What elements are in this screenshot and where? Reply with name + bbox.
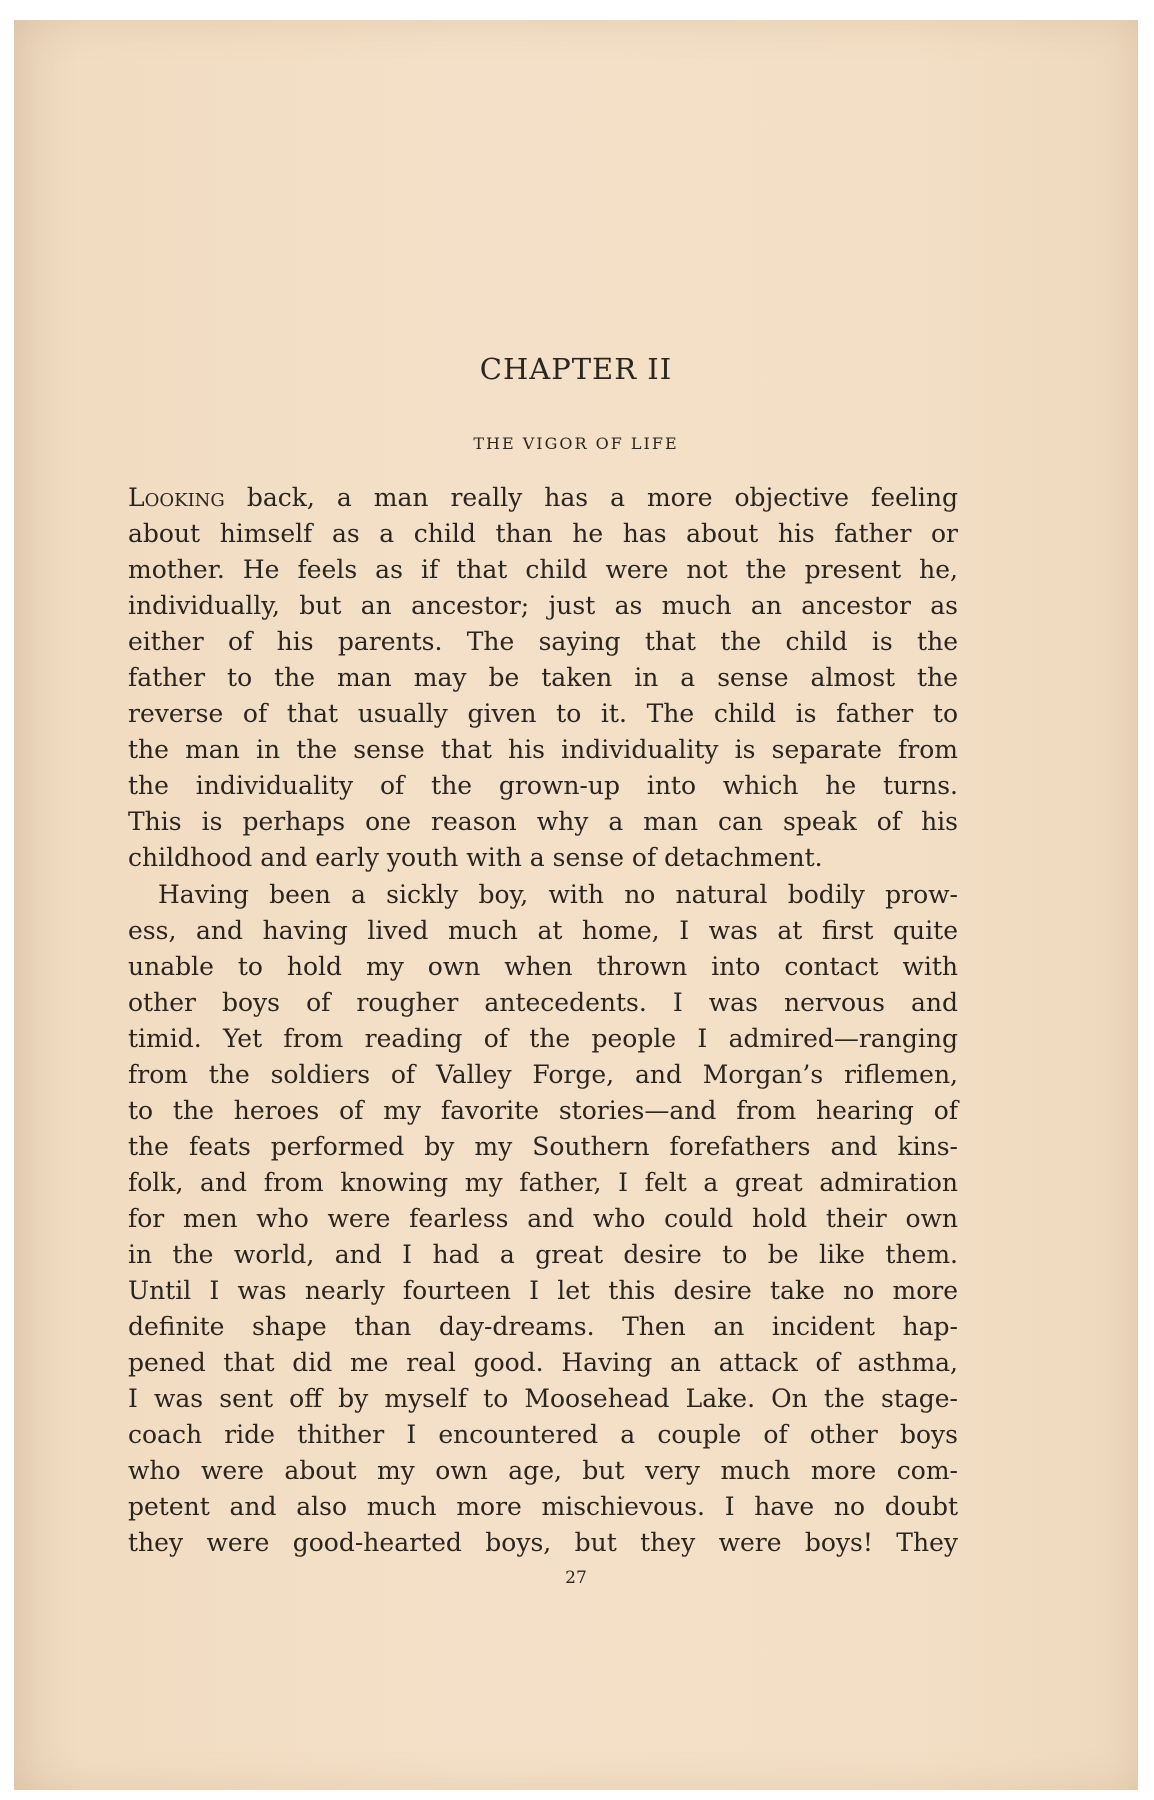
body-text <box>128 480 958 1561</box>
text-line: ess, and having lived much at home, I was at first quite <box>128 915 958 945</box>
text-line: Looking back, a man really has a more objective feeling <box>128 483 958 512</box>
text-line: in the world, and I had a great desire to be like them. <box>128 1239 958 1269</box>
text-line: from the soldiers of Valley Forge, and Morgan’s riflemen, <box>128 1059 958 1089</box>
text-line: Having been a sickly boy, with no natural bodily prow- <box>158 879 958 909</box>
text-line: father to the man may be taken in a sense almost the <box>128 663 958 693</box>
text-line: pened that did me real good. Having an attack of asthma, <box>128 1348 958 1378</box>
page-number: 27 <box>565 1568 587 1588</box>
text-line: they were good-hearted boys, but they were boys! They <box>128 1528 958 1558</box>
text-line: the man in the sense that his individuality is separate from <box>128 735 958 765</box>
show-through-text <box>159 130 1019 310</box>
text-line: for men who were fearless and who could hold their own <box>128 1203 958 1233</box>
text-line: other boys of rougher antecedents. I was nervous and <box>128 987 958 1017</box>
text-line: the feats performed by my Southern forefathers and kins- <box>128 1131 958 1161</box>
text-line: coach ride thither I encountered a couple of other boys <box>128 1420 958 1450</box>
text-line: definite shape than day-dreams. Then an incident hap- <box>128 1312 958 1342</box>
text-line: timid. Yet from reading of the people I admired—ranging <box>128 1023 958 1053</box>
chapter-subtitle: THE VIGOR OF LIFE <box>473 434 679 453</box>
text-line: childhood and early youth with a sense of detachment. <box>128 843 823 873</box>
text-line: unable to hold my own when thrown into contact with <box>128 951 958 981</box>
text-line: mother. He feels as if that child were not the present he, <box>128 555 958 585</box>
text-line: who were about my own age, but very much more com- <box>128 1456 958 1486</box>
text-line: individually, but an ancestor; just as much an ancestor as <box>128 591 958 621</box>
lead-word: Looking <box>128 483 225 512</box>
text-line: I was sent off by myself to Moosehead Lake. On the stage- <box>128 1384 958 1414</box>
text-line: petent and also much more mischievous. I have no doubt <box>128 1492 958 1522</box>
text-line: the individuality of the grown-up into which he turns. <box>128 771 958 801</box>
text-line: Until I was nearly fourteen I let this desire take no more <box>128 1276 958 1306</box>
text-line: folk, and from knowing my father, I felt a great admiration <box>128 1167 958 1197</box>
text-line: to the heroes of my favorite stories—and from hearing of <box>128 1095 958 1125</box>
text-line: reverse of that usually given to it. The child is father to <box>128 699 958 729</box>
text-line: about himself as a child than he has about his father or <box>128 519 958 549</box>
text-line: either of his parents. The saying that the child is the <box>128 627 958 657</box>
book-page <box>14 20 1138 1790</box>
chapter-title: CHAPTER II <box>479 352 673 386</box>
text-line: This is perhaps one reason why a man can speak of his <box>128 807 958 837</box>
